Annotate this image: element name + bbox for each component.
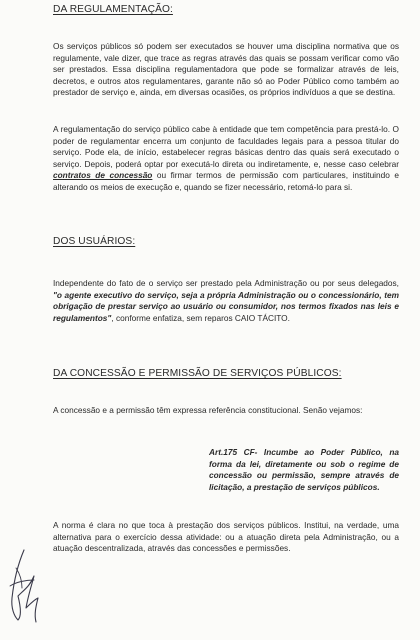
emphasis-contratos-concessao: contratos de concessão bbox=[53, 170, 153, 181]
paragraph-concessao-intro: A concessão e a permissão têm expressa referência constitucional. Senão vejamos: bbox=[53, 405, 363, 415]
paragraph-usuarios bbox=[53, 278, 399, 324]
paragraph-text: Independente do fato de o serviço ser prestado pela Administração ou por seus delegados, bbox=[53, 278, 399, 288]
paragraph-text: , conforme enfatiza, sem reparos CAIO TÁCITO. bbox=[111, 312, 290, 323]
heading-concessao: DA CONCESSÃO E PERMISSÃO DE SERVIÇOS PÚBLICOS: bbox=[53, 368, 342, 379]
paragraph-regulamentacao-2 bbox=[53, 124, 399, 194]
paragraph-text: ou firmar termos de permissão com particulares, instituindo e alterando os meios de execução e, quando se fizer necessário, retomá-lo para si. bbox=[53, 170, 399, 192]
paragraph-text: A regulamentação do serviço público cabe à entidade que tem competência para prestá-lo. O poder de regulamentar encerra um conjunto de faculdades legais para a pessoa titular do serviço. Pode ela, de início, estabelecer regras básicas dentro das quais será executado o serviço. Depois, poderá optar por executá-lo direta ou indiretamente, e, nesse caso celebrar bbox=[53, 124, 399, 169]
paragraph-concessao-2: A norma é clara no que toca à prestação dos serviços públicos. Institui, na verdade, uma alternativa para o exercício dessa atividade: ou a atuação direta pela Administração, ou a atuação descentralizada, através das concessões e permissões. bbox=[53, 520, 399, 554]
quoted-citation: "o agente executivo do serviço, seja a própria Administração ou o concessionário, tem obrigação de prestar serviço ao usuário ou consumidor, nos termos fixados nas leis e regulamentos" bbox=[53, 289, 399, 323]
heading-usuarios: DOS USUÁRIOS: bbox=[53, 236, 136, 247]
legal-quote-art175: Art.175 CF- Incumbe ao Poder Público, na forma da lei, diretamente ou sob o regime de concessão ou permissão, sempre através de licitação, a prestação de serviços públicos. bbox=[209, 447, 399, 492]
paragraph-regulamentacao-1: Os serviços públicos só podem ser executados se houver uma disciplina normativa que os regulamente, vale dizer, que trace as regras através das quais se possam verificar como vão ser prestados. Essa disciplina regulamentadora que pode se formalizar através de leis, decretos, e outros atos regulamentares, garante não só ao Poder Público como também ao prestador de serviço e, ainda, em diversas ocasiões, os próprios indivíduos a que se destina. bbox=[53, 41, 399, 98]
handwritten-signature bbox=[4, 546, 48, 628]
heading-regulamentacao: DA REGULAMENTAÇÃO: bbox=[53, 4, 173, 15]
